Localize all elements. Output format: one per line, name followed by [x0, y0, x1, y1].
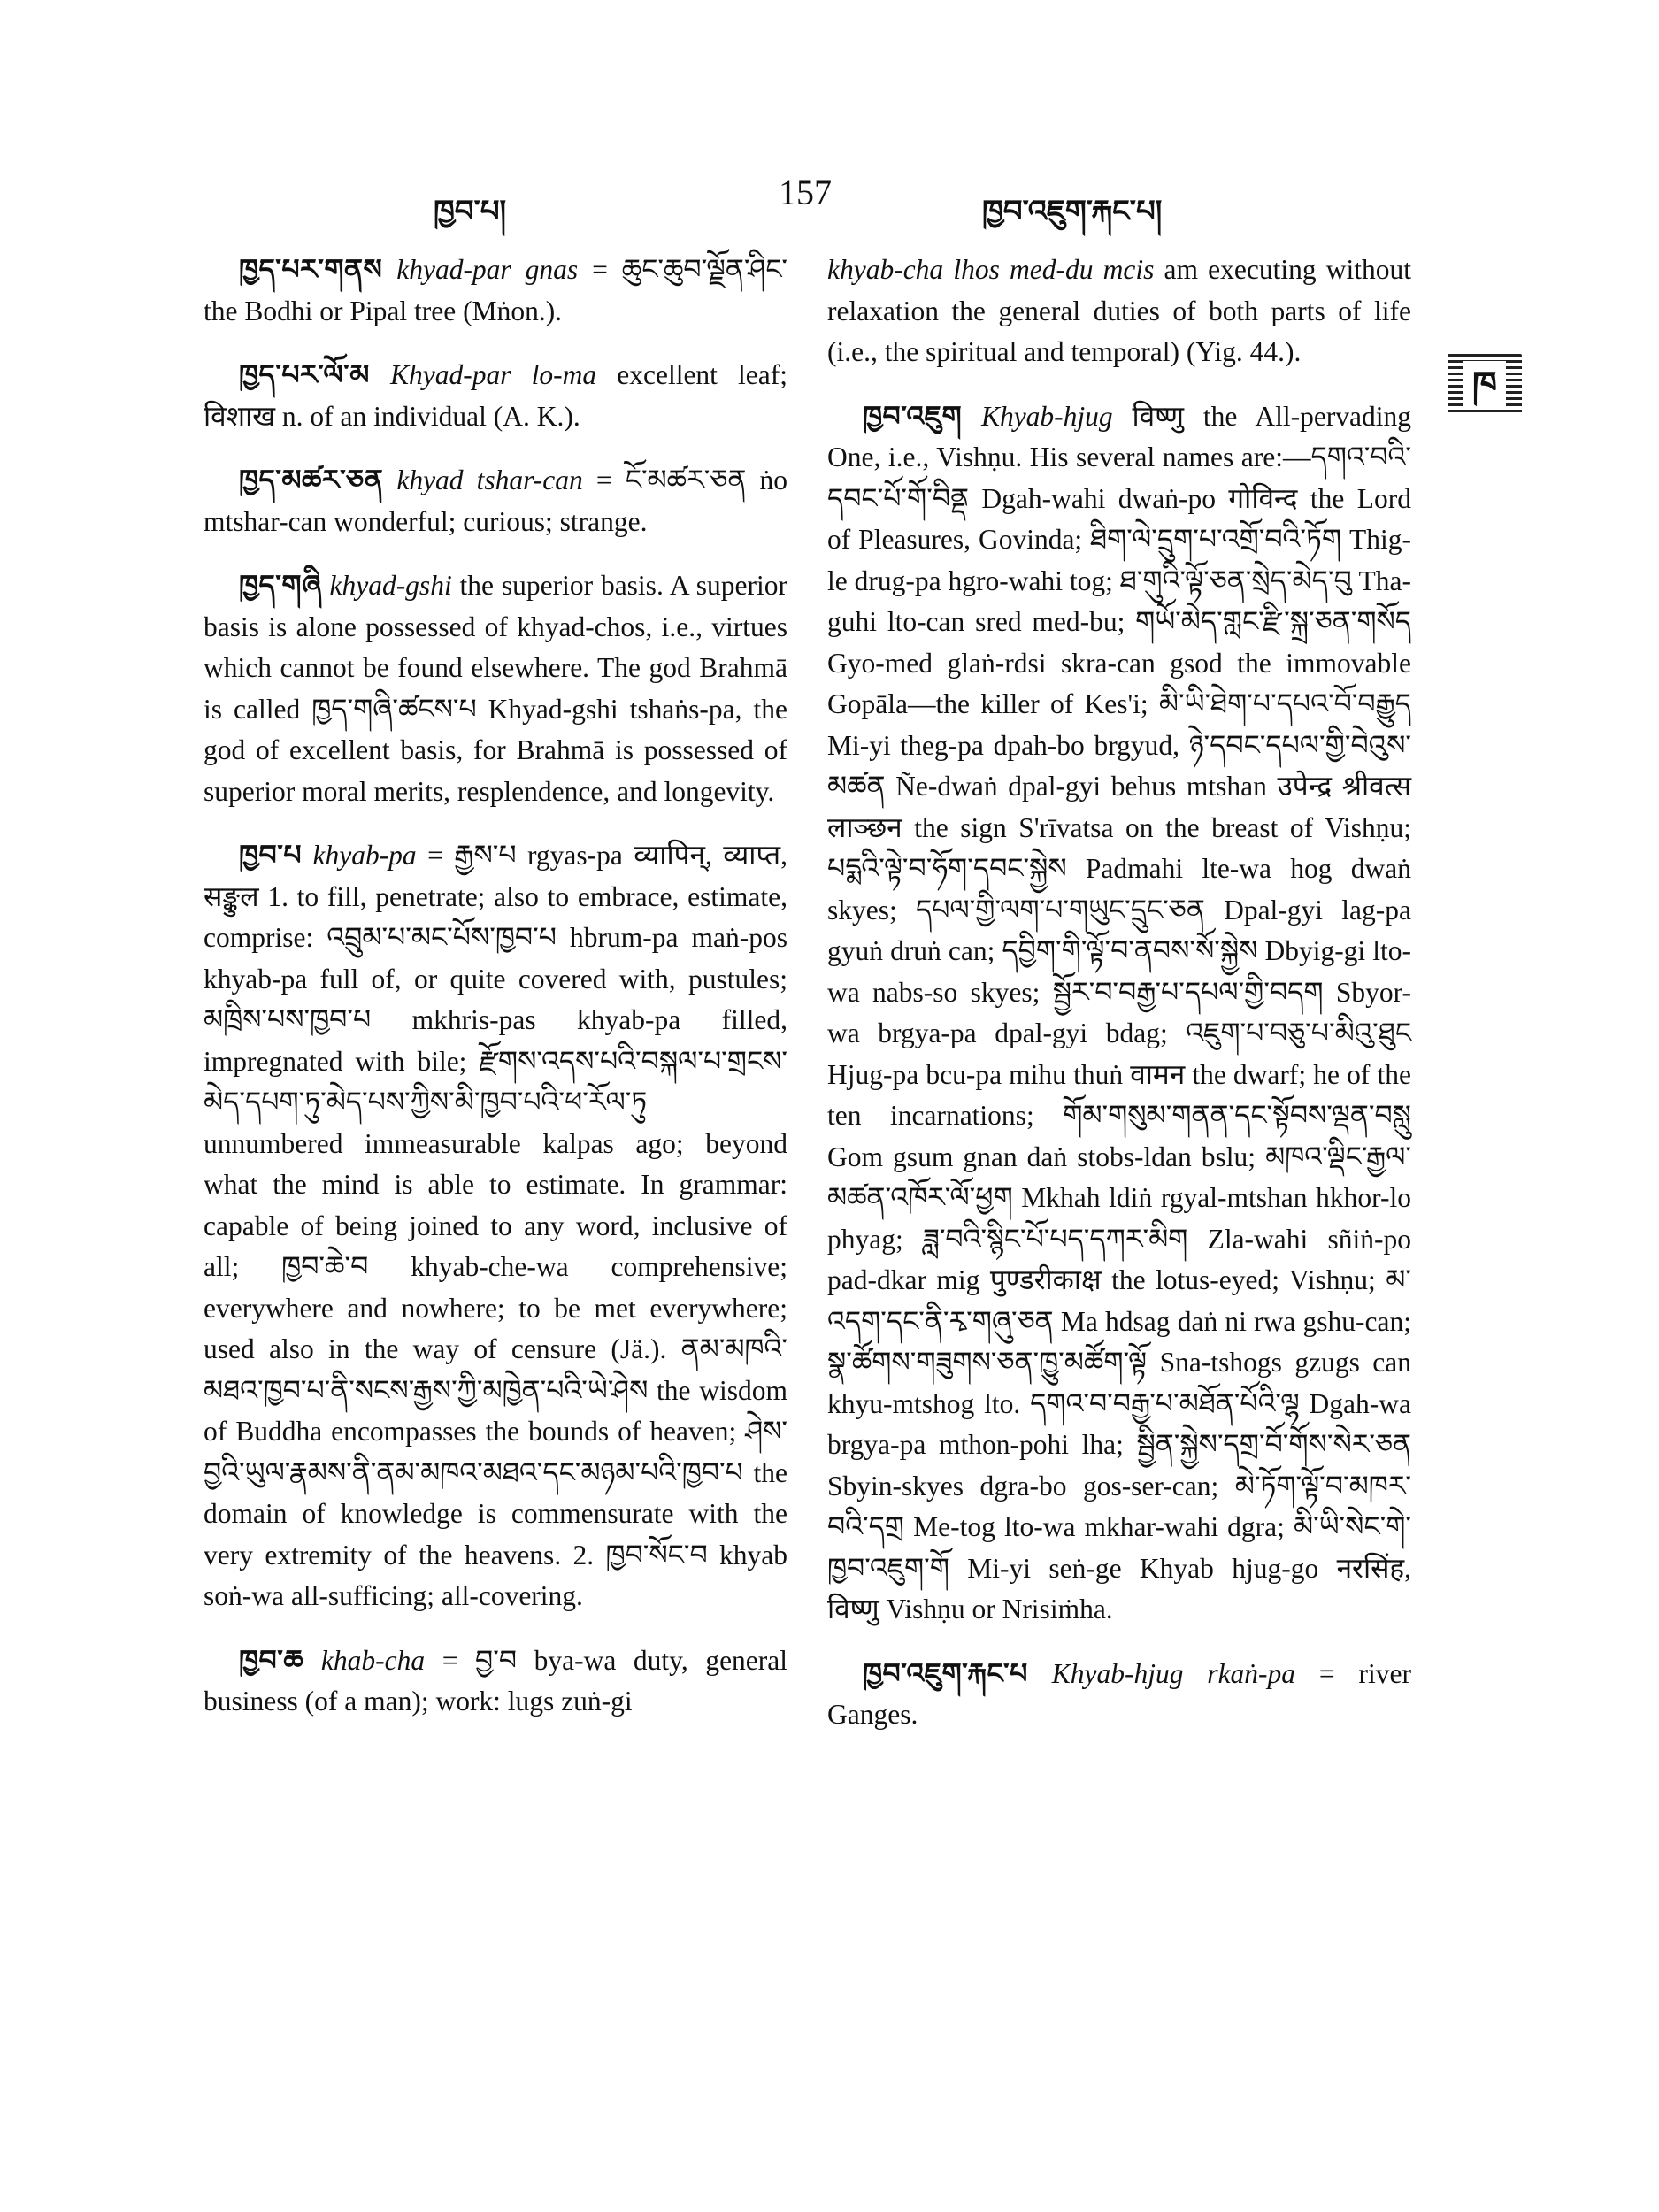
entry-definition: = ངོ་མཚར་ཅན ṅo mtshar-can wonderful; curious; strange.: [204, 465, 787, 537]
entry-transliteration: khyab-cha lhos med-du mcis: [827, 254, 1155, 285]
entry-transliteration: khyad-gshi: [329, 570, 452, 601]
page-number: 157: [779, 173, 832, 212]
entry-khyad-tshar-can: [204, 460, 787, 542]
entry-tibetan: ཁྱད་པར་གནས: [239, 254, 383, 285]
entry-transliteration: khyad-par gnas: [396, 254, 579, 285]
entry-tibetan: ཁྱད་མཚར་ཅན: [239, 465, 384, 495]
entry-transliteration: khyad tshar-can: [396, 465, 583, 495]
entry-transliteration: khyab-pa: [312, 840, 417, 871]
entry-tibetan: ཁྱབ་འཇུག: [863, 400, 963, 432]
entry-tibetan: ཁྱབ་པ: [239, 840, 303, 871]
entry-khyad-par-gnas: [204, 250, 787, 332]
entry-definition: the superior basis. A superior basis is alone possessed of khyad-chos, i.e., virtues which cannot be found elsewhere. The god Brahmā is called ཁྱད་གཞི་ཚངས་པ Khyad-gshi tshaṅs-pa, the god of excellent basis, for Brahmā is possessed of superior moral merits, resplendence, and longevity.: [204, 570, 787, 807]
left-column: [204, 250, 787, 1746]
entry-tibetan: ཁྱབ་འཇུག་རྐང་པ: [863, 1657, 1028, 1689]
entry-khyab-hjug: [827, 396, 1411, 1631]
entry-tibetan: ཁྱད་གཞི: [239, 570, 322, 601]
thumb-index-glyph: ཁ: [1463, 361, 1506, 409]
right-column: [827, 250, 1411, 1759]
entry-definition: am executing without relaxation the general duties of both parts of life (i.e., the spiritual and temporal) (Yig. 44.).: [827, 254, 1412, 367]
entry-transliteration: Khyab-hjug: [980, 400, 1113, 432]
entry-transliteration: Khyab-hjug rkaṅ-pa: [1051, 1657, 1296, 1689]
entry-khyad-gshi: [204, 565, 787, 812]
header-left-headword: ཁྱབ་པ།: [434, 196, 507, 228]
header-right-headword: ཁྱབ་འཇུག་རྐང་པ།: [982, 196, 1163, 228]
entry-definition: = བྱ་བ bya-wa duty, general business (of a man); work: lugs zuṅ-gi: [204, 1644, 788, 1717]
entry-definition: = ཆུང་ཆུབ་ལྗོན་ཤིང་ the Bodhi or Pipal tree (Mṅon.).: [204, 254, 788, 326]
entry-tibetan: ཁྱབ་ཆ: [239, 1644, 304, 1676]
entry-definition: विष्णु the All-pervading One, i.e., Vishṇu. His several names are:—དགའ་བའི་དབང་པོ་གོ་བིནྡ Dgah-wahi dwaṅ-po गोविन्द the Lord of Pleasures, Govinda; ཐིག་ལེ་དྲུག་པ་འགྲོ་བའི་ཏོག Thig-le drug-pa hgro-wahi tog; ཐ་གུའི་ལྟོ་ཅན་སྲེད་མེད་བུ Tha-guhi lto-can sred med-bu; གཡོ་མེད་གླང་རྫི་སྐྲ་ཅན་གསོད Gyo-med glaṅ-rdsi skra-can gsod the immovable Gopāla—the killer of Kes'i; མི་ཡི་ཐེག་པ་དཔའ་བོ་བརྒྱུད Mi-yi theg-pa dpah-bo brgyud, ཉེ་དབང་དཔལ་གྱི་བེའུས་མཚན Ñe-dwaṅ dpal-gyi behus mtshan उपेन्द्र श्रीवत्स लाञ्छन the sign S'rīvatsa on the breast of Vishṇu; པདྨའི་ལྟེ་བ་ཧོག་དབང་སྐྱེས Padmahi lte-wa hog dwaṅ skyes; དཔལ་གྱི་ལག་པ་གཡུང་དྲུང་ཅན Dpal-gyi lag-pa gyuṅ druṅ can; དབྱིག་གི་ལྟོ་བ་ནབས་སོ་སྐྱེས Dbyig-gi lto-wa nabs-so skyes; སྦྱོར་བ་བརྒྱ་པ་དཔལ་གྱི་བདག Sbyor-wa brgya-pa dpal-gyi bdag; འཇུག་པ་བཅུ་པ་མིའུ་ཐུང Hjug-pa bcu-pa mihu thuṅ वामन the dwarf; he of the ten incarnations; གོམ་གསུམ་གནན་དང་སྟོབས་ལྡན་བསླུ Gom gsum gnan daṅ stobs-ldan bslu; མཁའ་ལྡིང་རྒྱལ་མཚན་འཁོར་ལོ་ཕྱག Mkhah ldiṅ rgyal-mtshan hkhor-lo phyag; ཟླ་བའི་སྙིང་པོ་པད་དཀར་མིག Zla-wahi sñiṅ-po pad-dkar mig पुण्डरीकाक्ष the lotus-eyed; Vishṇu; མ་འདག་དང་ནི་རྭ་གཞུ་ཅན Ma hdsag daṅ ni rwa gshu-can; སྣ་ཚོགས་གཟུགས་ཅན་ཁྱུ་མཚོག་ལྟོ Sna-tshogs gzugs can khyu-mtshog lto. དགའ་བ་བརྒྱ་པ་མཐོན་པོའི་ལྷ Dgah-wa brgya-pa mthon-pohi lha; སྦྱིན་སྐྱེས་དགྲ་བོ་གོས་སེར་ཅན Sbyin-skyes dgra-bo gos-ser-can; མེ་ཏོག་ལྟོ་བ་མཁར་བའི་དགྲ Me-tog lto-wa mkhar-wahi dgra; མི་ཡི་སེང་གེ་ཁྱབ་འཇུག་གོ Mi-yi seṅ-ge Khyab hjug-go नरसिंह, विष्णु Vishṇu or Nrisiṁha.: [827, 400, 1412, 1624]
entry-khyad-par-lo-ma: [204, 355, 787, 437]
entry-khab-cha-continued: [827, 250, 1411, 373]
entry-khyab-hjug-rkang-pa: [827, 1654, 1411, 1736]
entry-khab-cha: [204, 1640, 787, 1723]
entry-definition: = རྒྱས་པ rgyas-pa व्यापिन्, व्याप्त, सङ्कुल 1. to fill, penetrate; also to embrace, estimate, comprise: འབྲུམ་པ་མང་པོས་ཁྱབ་པ hbrum-pa maṅ-pos khyab-pa full of, or quite covered with, pustules; མཁྲིས་པས་ཁྱབ་པ mkhris-pas khyab-pa filled, impregnated with bile; རྫོགས་འདས་པའི་བསྐལ་པ་གྲངས་མེད་དཔག་ཏུ་མེད་པས་ཀྱིས་མི་ཁྱབ་པའི་ཕ་རོལ་ཏུ unnumbered immeasurable kalpas ago; beyond what the mind is able to estimate. In grammar: capable of being joined to any word, inclusive of all; ཁྱབ་ཆེ་བ khyab-che-wa comprehensive; everywhere and nowhere; to be met everywhere; used also in the way of censure (Jä.). ནམ་མཁའི་མཐའ་ཁྱབ་པ་ནི་སངས་རྒྱས་ཀྱི་མཁྱེན་པའི་ཡེ་ཤེས the wisdom of Buddha encompasses the bounds of heaven; ཤེས་བྱའི་ཡུལ་རྣམས་ནི་ནམ་མཁའ་མཐའ་དང་མཉམ་པའི་ཁྱབ་པ the domain of knowledge is commensurate with the very extremity of the heavens. 2. ཁྱབ་སོང་བ khyab soṅ-wa all-sufficing; all-covering.: [204, 840, 788, 1611]
entry-tibetan: ཁྱད་པར་ལོ་མ: [239, 359, 370, 390]
entry-definition: excellent leaf; विशाख n. of an individual (A. K.).: [204, 359, 788, 432]
entry-khyab-pa: [204, 835, 787, 1617]
entry-transliteration: khab-cha: [320, 1644, 426, 1676]
thumb-index-tab: [1448, 354, 1522, 416]
entry-definition: = river Ganges.: [827, 1657, 1411, 1730]
page-header: [0, 173, 1659, 230]
entry-transliteration: Khyad-par lo-ma: [390, 359, 597, 390]
